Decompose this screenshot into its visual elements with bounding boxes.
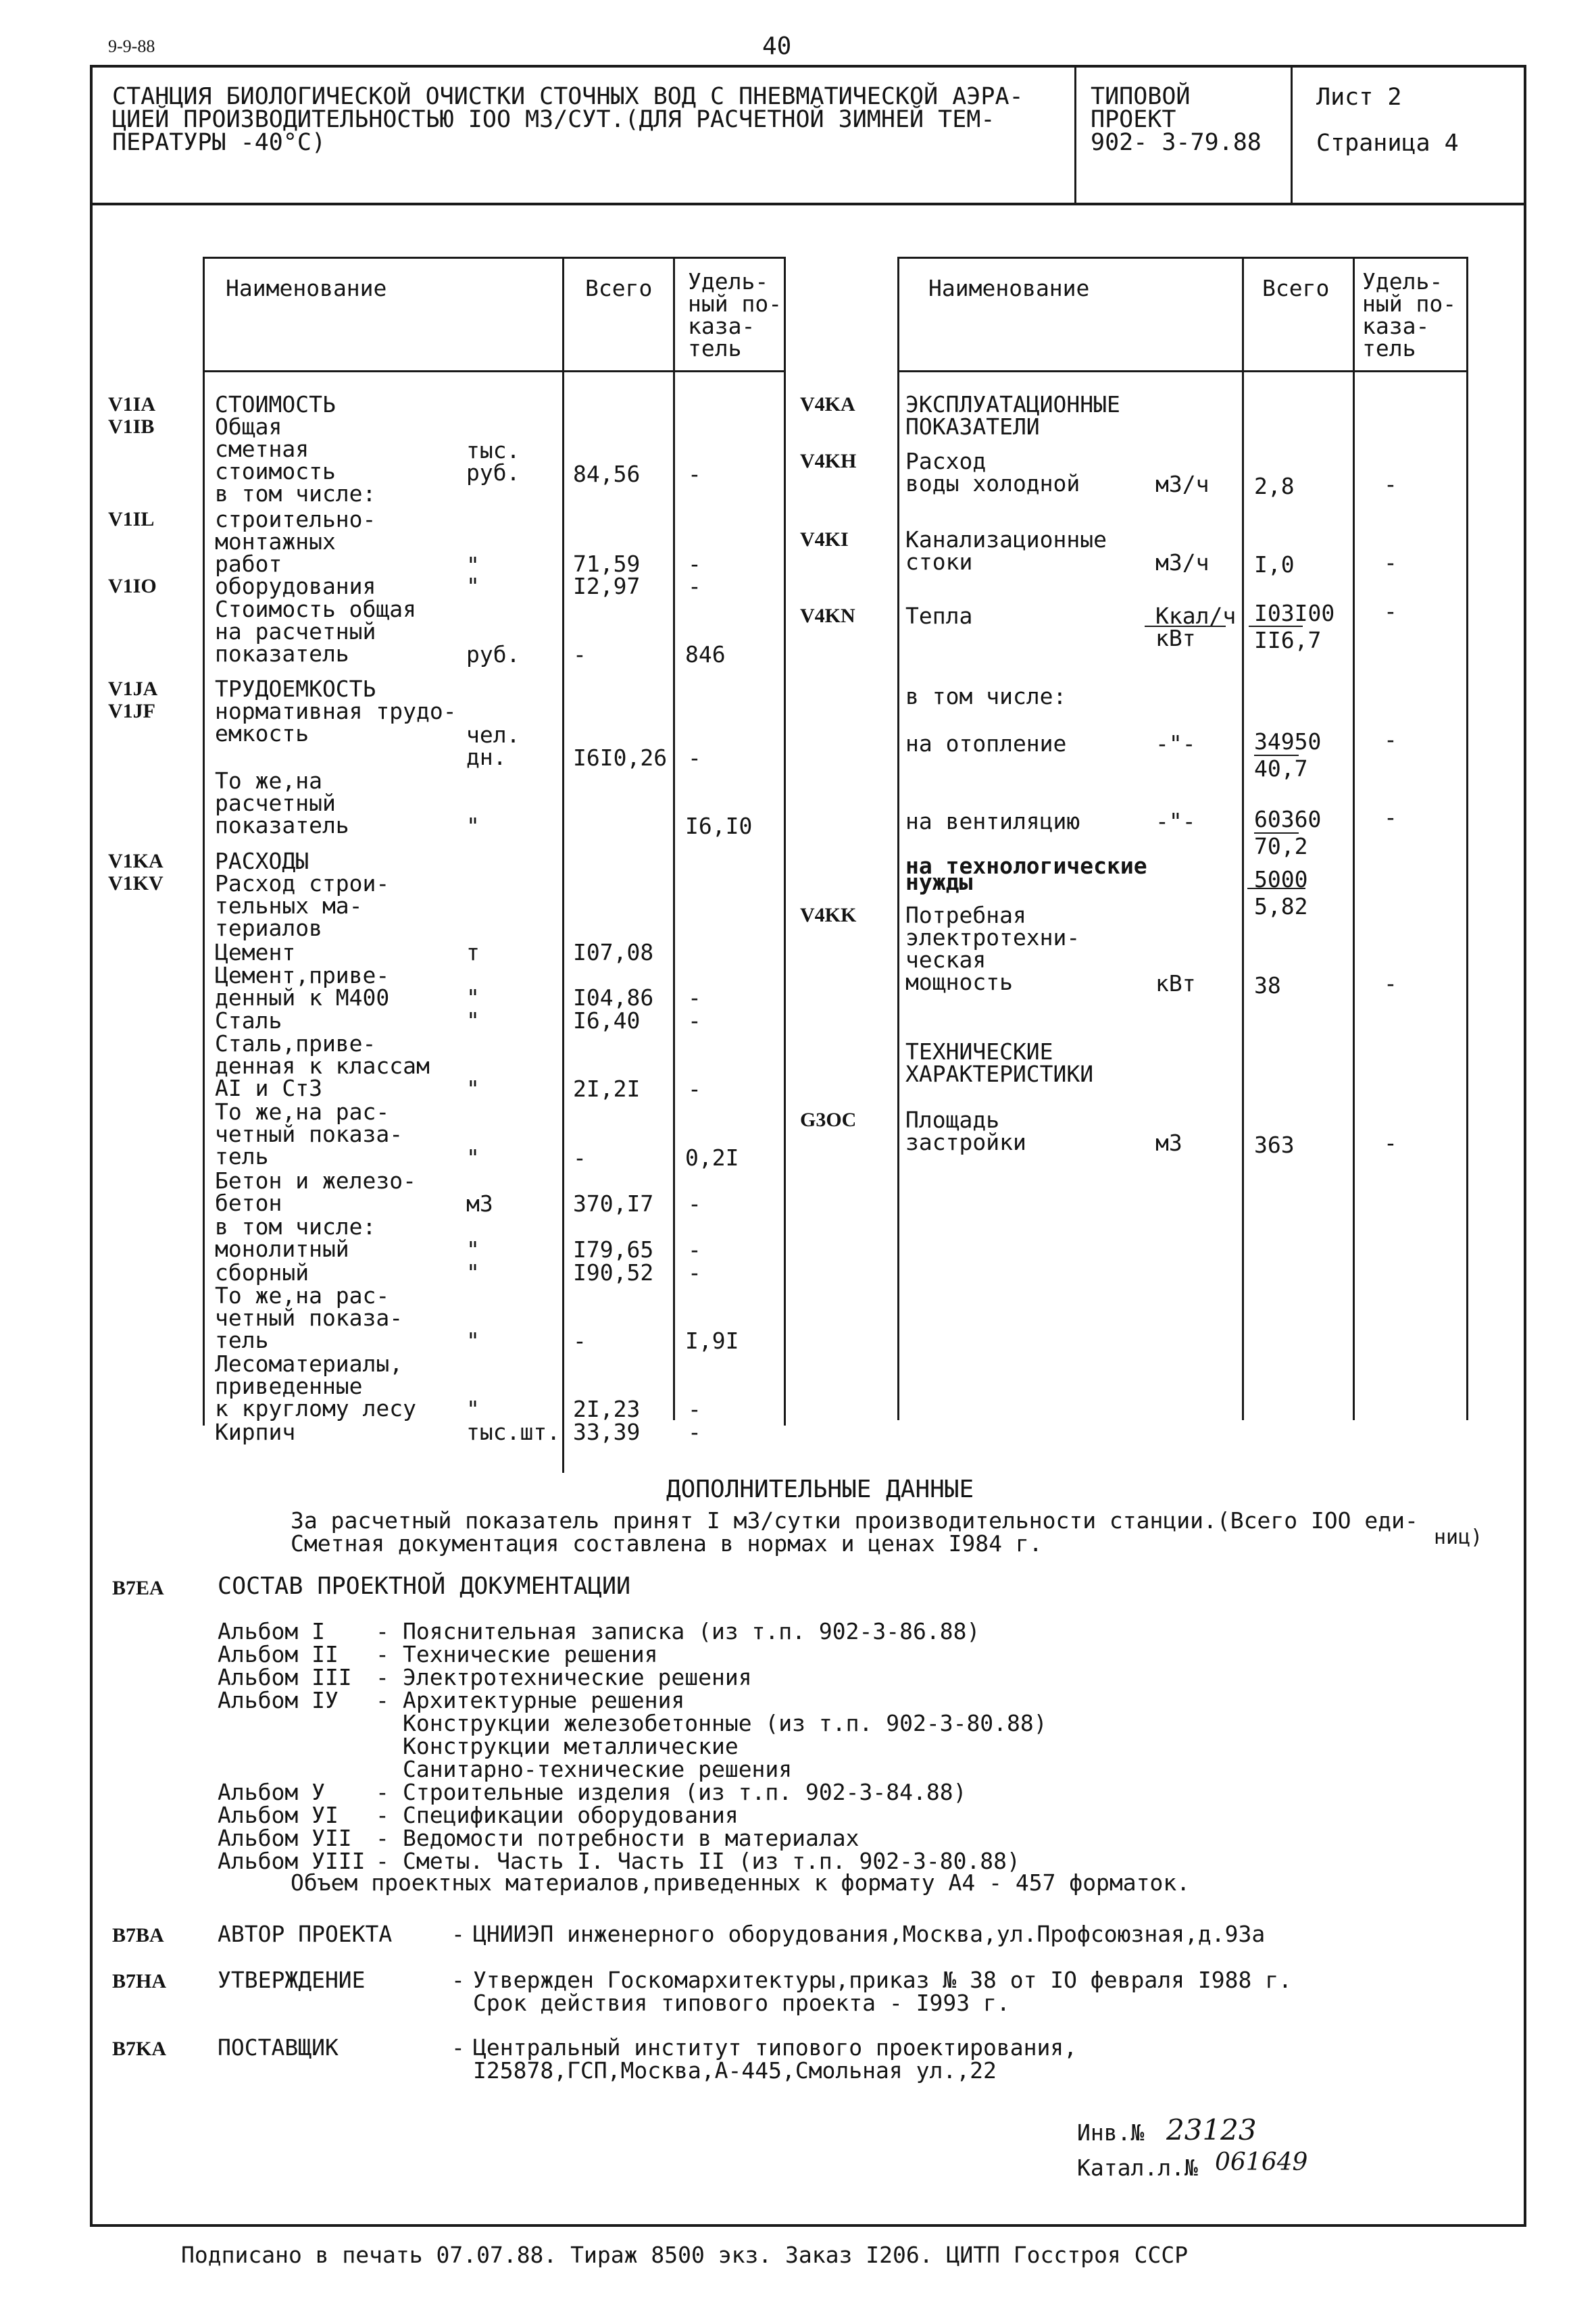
rt-v2 <box>1353 257 1355 1420</box>
rt-row-name: Тепла <box>905 603 973 629</box>
lt-v2 <box>673 257 675 1420</box>
approval-line1: Утвержден Госкомархитектуры,приказ № 38 от IO февраля I988 г. <box>473 1967 1292 1993</box>
lt-v1 <box>562 257 564 1473</box>
album-dash: - <box>376 1687 389 1713</box>
lt-code: V1IO <box>108 575 157 597</box>
lt-row-name: СТОИМОСТЬ Общая сметная стоимость в том числе: <box>215 391 376 507</box>
lt-code: V1IL <box>108 508 155 530</box>
frame-right <box>1524 65 1526 2227</box>
rt-row-spec: - <box>1384 726 1397 753</box>
rt-code: V4KH <box>800 450 857 472</box>
lt-row-spec: - <box>688 1236 701 1263</box>
album-label: Альбом III <box>218 1664 352 1690</box>
lt-row-spec: - <box>688 1007 701 1034</box>
lt-row-total: - <box>573 1145 587 1171</box>
lt-row-name: То же,на рас- четный показа- тель <box>215 1282 403 1353</box>
composition-title: СОСТАВ ПРОЕКТНОЙ ДОКУМЕНТАЦИИ <box>218 1573 631 1600</box>
rt-row-unit: м3/ч <box>1155 549 1210 576</box>
lt-row-name: сборный <box>215 1259 309 1286</box>
frame-bottom <box>90 2224 1526 2227</box>
lt-row-name: Бетон и железо- бетон <box>215 1167 417 1216</box>
rt-row-name: ЭКСПЛУАТАЦИОННЫЕ ПОКАЗАТЕЛИ <box>905 391 1120 440</box>
rt-col-total: Всего <box>1262 275 1330 301</box>
inventory-label: Инв.№ <box>1077 2119 1145 2146</box>
rt-row-name: Потребная электротехни- ческая мощность <box>905 902 1080 995</box>
lt-row-name: РАСХОДЫ Расход строи- тельных ма- териалов <box>215 848 390 941</box>
rt-row-name: ТЕХНИЧЕСКИЕ ХАРАКТЕРИСТИКИ <box>905 1038 1094 1087</box>
rt-header-bottom <box>897 370 1468 372</box>
lt-row-name: Сталь <box>215 1007 282 1034</box>
lt-row-spec: - <box>688 745 701 771</box>
supplier-line1: Центральный институт типового проектирования, <box>473 2034 1078 2061</box>
album-dash: - <box>376 1618 389 1644</box>
rt-col-name: Наименование <box>928 275 1090 301</box>
lt-row-unit: " <box>466 1145 480 1171</box>
lt-row-unit: чел. дн. <box>466 722 520 770</box>
rt-row-name: на технологические нужды <box>905 853 1147 895</box>
supplier-code: B7KA <box>112 2038 167 2060</box>
author-label: АВТОР ПРОЕКТА <box>218 1921 393 1947</box>
lt-row-name: оборудования <box>215 573 376 599</box>
author-text: ЦНИИЭП инженерного оборудования,Москва,ул.Профсоюзная,д.93а <box>473 1921 1266 1947</box>
additional-line1: За расчетный показатель принят I м3/сутки производительности станции.(Всего IOO еди- <box>291 1507 1418 1534</box>
document-title: СТАНЦИЯ БИОЛОГИЧЕСКОЙ ОЧИСТКИ СТОЧНЫХ ВОД С ПНЕВМАТИЧЕСКОЙ АЭРА- ЦИЕЙ ПРОИЗВОДИТЕЛЬНОСТЬЮ IOO МЗ/СУТ.(ДЛЯ РАСЧЕТНОЙ ЗИМНЕЙ ТЕМ- ПЕРАТУРЫ -40°С) <box>112 83 1024 156</box>
lt-row-name: Лесоматериалы, приведенные к круглому лесу <box>215 1351 417 1422</box>
approval-code: B7HA <box>112 1970 167 1992</box>
album-dash: - <box>376 1664 389 1690</box>
rt-row-total: 5000 5,82 <box>1254 866 1308 920</box>
rt-row-spec: - <box>1384 598 1397 624</box>
lt-header-bottom <box>203 370 786 372</box>
rt-row-unit: м3/ч <box>1155 471 1210 497</box>
lt-row-unit: " <box>466 1328 480 1354</box>
rt-row-spec: - <box>1384 804 1397 830</box>
volume-line: Объем проектных материалов,приведенных к формату А4 - 457 форматок. <box>291 1869 1191 1896</box>
additional-line1-tail: ниц) <box>1434 1526 1483 1549</box>
lt-code: V1JA V1JF <box>108 678 158 722</box>
lt-row-spec: - <box>688 1396 701 1422</box>
lt-row-unit: т <box>466 939 480 965</box>
lt-row-spec: 0,2I <box>685 1145 739 1171</box>
lt-top <box>203 257 786 259</box>
rt-row-unit: -"- <box>1155 808 1196 834</box>
rt-code: G3OC <box>800 1109 857 1131</box>
lt-row-spec: - <box>688 1259 701 1286</box>
additional-line2: Сметная документация составлена в нормах и ценах I984 г. <box>291 1530 1043 1557</box>
album-label: Альбом УI <box>218 1802 339 1828</box>
frame-left <box>90 65 93 2227</box>
rt-row-spec: - <box>1384 549 1397 576</box>
lt-row-name: ТРУДОЕМКОСТЬ нормативная трудо- емкость <box>215 676 457 747</box>
lt-row-unit: " <box>466 1259 480 1286</box>
lt-row-spec: - <box>688 1076 701 1102</box>
rt-v0 <box>897 257 899 1420</box>
lt-col-name: Наименование <box>226 275 387 301</box>
catalog-label: Катал.л.№ <box>1077 2155 1198 2181</box>
lt-row-name: Сталь,приве- денная к классам AI и СтЗ <box>215 1030 430 1101</box>
lt-row-name: То же,на расчетный показатель <box>215 768 349 838</box>
rt-code: V4KA <box>800 393 855 416</box>
lt-row-name: То же,на рас- четный показа- тель <box>215 1099 403 1169</box>
print-footer: Подписано в печать 07.07.88. Тираж 8500 экз. Заказ I206. ЦИТП Госстроя СССР <box>181 2242 1189 2268</box>
lt-row-total: 71,59 <box>573 551 641 577</box>
lt-code: V1KA V1KV <box>108 850 164 895</box>
lt-row-unit: " <box>466 1396 480 1422</box>
album-label: Альбом УIII <box>218 1848 366 1874</box>
album-title: Ведомости потребности в материалах <box>403 1825 859 1851</box>
rt-v3 <box>1466 257 1468 1420</box>
album-dash: - <box>376 1825 389 1851</box>
album-title: Спецификации оборудования <box>403 1802 739 1828</box>
lt-row-unit: " <box>466 573 480 599</box>
lt-row-total: 33,39 <box>573 1419 641 1445</box>
lt-row-total: I07,08 <box>573 939 654 965</box>
lt-row-name: Цемент,приве- денный к М400 <box>215 962 390 1011</box>
rt-row-unit: м3 <box>1155 1130 1182 1156</box>
album-label: Альбом УII <box>218 1825 352 1851</box>
inventory-number: 23123 <box>1166 2113 1257 2146</box>
rt-row-unit: кВт <box>1155 970 1196 997</box>
album-title: Конструкции металлические <box>403 1733 739 1759</box>
lt-row-total: 2I,23 <box>573 1396 641 1422</box>
lt-row-total: 370,I7 <box>573 1190 654 1217</box>
album-dash: - <box>376 1641 389 1667</box>
album-title: Санитарно-технические решения <box>403 1756 793 1782</box>
rt-row-name: на вентиляцию <box>905 808 1080 834</box>
rt-row-name: в том числе: <box>905 683 1067 709</box>
approval-label: УТВЕРЖДЕНИЕ <box>218 1967 366 1993</box>
rt-row-unit: -"- <box>1155 730 1196 757</box>
rt-code: V4KI <box>800 528 849 551</box>
frame-top <box>90 65 1526 68</box>
supplier-dash: - <box>451 2034 465 2061</box>
sheet-number: Лист 2 <box>1316 84 1402 111</box>
album-title: Технические решения <box>403 1641 658 1667</box>
lt-row-name: Цемент <box>215 939 296 965</box>
album-dash: - <box>376 1779 389 1805</box>
additional-title: ДОПОЛНИТЕЛЬНЫЕ ДАННЫЕ <box>666 1476 974 1503</box>
album-title: Электротехнические решения <box>403 1664 752 1690</box>
lt-row-total: I04,86 <box>573 984 654 1011</box>
author-dash: - <box>451 1921 465 1947</box>
lt-row-unit: тыс.шт. <box>466 1419 561 1445</box>
album-dash: - <box>376 1848 389 1874</box>
lt-row-spec: - <box>688 573 701 599</box>
rt-row-spec: - <box>1384 471 1397 497</box>
project-label: ТИПОВОЙ ПРОЕКТ 902- 3-79.88 <box>1091 83 1262 156</box>
lt-row-name: Кирпич <box>215 1419 296 1445</box>
lt-row-spec: - <box>688 1190 701 1217</box>
rt-row-total: I03I00 II6,7 <box>1254 600 1335 653</box>
rt-code: V4KN <box>800 605 855 627</box>
page-number: 40 <box>762 32 792 60</box>
supplier-label: ПОСТАВЩИК <box>218 2034 339 2061</box>
header-col-1 <box>1074 65 1076 204</box>
lt-row-unit: " <box>466 984 480 1011</box>
author-code: B7BA <box>112 1924 164 1946</box>
rt-v1 <box>1242 257 1244 1420</box>
rt-row-name: Площадь застройки <box>905 1107 1026 1155</box>
lt-v0 <box>203 257 205 1426</box>
lt-v3 <box>784 257 786 1426</box>
lt-row-total: I79,65 <box>573 1236 654 1263</box>
album-dash: - <box>376 1802 389 1828</box>
lt-row-unit: тыс. руб. <box>466 437 520 486</box>
page-ref: Страница 4 <box>1316 130 1459 157</box>
header-divider <box>90 203 1526 205</box>
lt-row-spec: - <box>688 984 701 1011</box>
catalog-number: 061649 <box>1215 2148 1308 2176</box>
lt-row-name: в том числе: монолитный <box>215 1213 376 1262</box>
lt-row-unit: " <box>466 552 480 578</box>
album-title: Конструкции железобетонные (из т.п. 902-3-80.88) <box>403 1710 1047 1736</box>
lt-row-unit: " <box>466 1236 480 1263</box>
header-col-2 <box>1291 65 1293 204</box>
lt-row-total: I6I0,26 <box>573 745 668 771</box>
supplier-line2: I25878,ГСП,Москва,А-445,Смольная ул.,22 <box>473 2057 997 2084</box>
rt-row-total: 34950 40,7 <box>1254 728 1322 782</box>
rt-row-name: Канализационные стоки <box>905 526 1107 575</box>
lt-row-spec: - <box>688 551 701 577</box>
album-title: Архитектурные решения <box>403 1687 685 1713</box>
album-title: Строительные изделия (из т.п. 902-3-84.88) <box>403 1779 967 1805</box>
album-label: Альбом I <box>218 1618 325 1644</box>
lt-row-spec: - <box>688 461 701 487</box>
lt-row-unit: руб. <box>466 641 520 668</box>
lt-row-total: I2,97 <box>573 573 641 599</box>
rt-row-spec: - <box>1384 970 1397 997</box>
rt-row-unit: Ккал/ч кВт <box>1155 603 1237 651</box>
lt-row-spec: I6,I0 <box>685 813 753 839</box>
lt-row-unit: " <box>466 1076 480 1102</box>
lt-row-total: - <box>573 1328 587 1354</box>
album-label: Альбом IУ <box>218 1687 339 1713</box>
rt-row-total: 60360 70,2 <box>1254 806 1322 859</box>
lt-row-total: I6,40 <box>573 1007 641 1034</box>
rt-row-total: I,0 <box>1254 551 1295 578</box>
rt-row-total: 38 <box>1254 972 1281 999</box>
lt-row-total: 84,56 <box>573 461 641 487</box>
rt-row-name: Расход воды холодной <box>905 448 1080 497</box>
lt-col-total: Всего <box>585 275 653 301</box>
album-label: Альбом У <box>218 1779 325 1805</box>
rt-col-spec: Удель- ный по- каза- тель <box>1362 268 1457 361</box>
rt-row-total: 2,8 <box>1254 473 1295 499</box>
lt-row-total: 2I,2I <box>573 1076 641 1102</box>
lt-row-spec: 846 <box>685 641 726 668</box>
rt-top <box>897 257 1468 259</box>
album-label: Альбом II <box>218 1641 339 1667</box>
lt-row-spec: I,9I <box>685 1328 739 1354</box>
approval-dash: - <box>451 1967 465 1993</box>
album-title: Пояснительная записка (из т.п. 902-3-86.88) <box>403 1618 980 1644</box>
rt-row-total: 363 <box>1254 1132 1295 1158</box>
lt-row-unit: м3 <box>466 1190 493 1217</box>
lt-row-name: строительно- монтажных работ <box>215 506 376 577</box>
lt-row-unit: " <box>466 813 480 839</box>
rt-row-spec: - <box>1384 1130 1397 1156</box>
lt-code: V1IA V1IB <box>108 393 156 438</box>
series-mark: 9-9-88 <box>108 36 155 56</box>
approval-line2: Срок действия типового проекта - I993 г. <box>473 1990 1010 2016</box>
lt-row-spec: - <box>688 1419 701 1445</box>
lt-row-name: Стоимость общая на расчетный показатель <box>215 596 417 667</box>
album-title: Сметы. Часть I. Часть II (из т.п. 902-3-80.88) <box>403 1848 1020 1874</box>
lt-row-total: I90,52 <box>573 1259 654 1286</box>
rt-row-name: на отопление <box>905 730 1067 757</box>
composition-code: B7EA <box>112 1577 164 1599</box>
lt-row-total: - <box>573 641 587 668</box>
lt-row-unit: " <box>466 1007 480 1034</box>
lt-col-spec: Удель- ный по- каза- тель <box>688 268 782 361</box>
rt-code: V4KK <box>800 904 857 926</box>
